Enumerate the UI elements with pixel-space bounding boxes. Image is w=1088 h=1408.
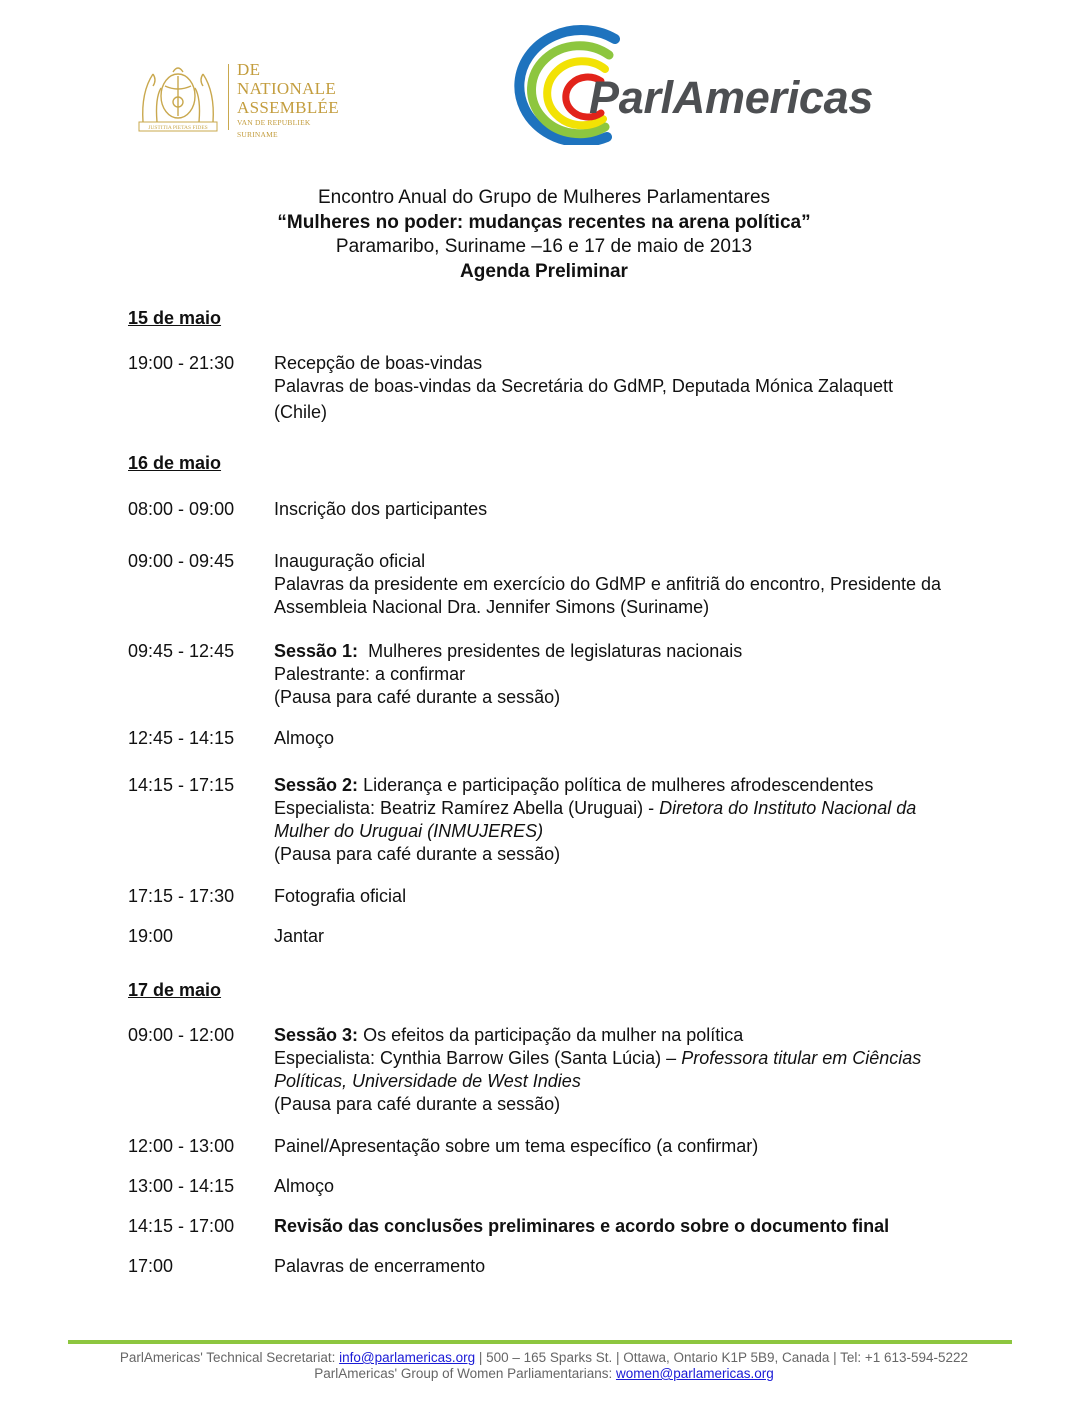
agenda-description: Painel/Apresentação sobre um tema específico (a confirmar) <box>274 1136 759 1156</box>
day-heading: 15 de maio <box>128 308 222 328</box>
national-assembly-logo <box>135 60 350 140</box>
agenda-description: Inauguração oficial Palavras da presidente em exercício do GdMP e anfitriã do encontro, Presidente da Assembleia Nacional Dra. Jennifer Simons (Suriname) <box>274 551 942 617</box>
national-assembly-wordmark: DE NATIONALE ASSEMBLÉE VAN DE REPUBLIEK SURINAME <box>237 60 339 139</box>
agenda-time: 19:00 <box>128 926 174 946</box>
day-heading: 16 de maio <box>128 453 222 473</box>
day-heading: 17 de maio <box>128 980 222 1000</box>
agenda-description: Jantar <box>274 926 325 946</box>
agenda-heading: Agenda Preliminar <box>460 260 628 282</box>
agenda-time: 13:00 - 14:15 <box>128 1176 235 1196</box>
agenda-description: Sessão 2: Liderança e participação política de mulheres afrodescendentes Especialista: Beatriz Ramírez Abella (Uruguai) - Diretora do Instituto Nacional da Mulher do Uruguai (INMUJERES) (Pausa para café durante a sessão) <box>274 775 917 864</box>
agenda-description: Recepção de boas-vindas Palavras de boas-vindas da Secretária do GdMP, Deputada Mónica Zalaquett (Chile) <box>274 353 894 422</box>
session-label: Sessão 3: <box>274 1025 359 1045</box>
event-theme: “Mulheres no poder: mudanças recentes na arena política” <box>277 211 811 233</box>
seal-motto: JUSTITIA PIETAS FIDES <box>148 125 208 131</box>
logo-divider <box>228 64 229 130</box>
agenda-time: 08:00 - 09:00 <box>128 499 235 519</box>
suriname-coat-of-arms-icon <box>135 62 221 134</box>
agenda-description: Revisão das conclusões preliminares e acordo sobre o documento final <box>274 1216 890 1236</box>
agenda-time: 14:15 - 17:00 <box>128 1216 235 1236</box>
session-label: Sessão 2: <box>274 775 359 795</box>
agenda-description: Almoço <box>274 1176 335 1196</box>
footer <box>0 1350 1088 1382</box>
agenda-time: 09:45 - 12:45 <box>128 641 235 661</box>
agenda-description: Sessão 3: Os efeitos da participação da mulher na política Especialista: Cynthia Barrow Giles (Santa Lúcia) – Professora titular em Ciências Políticas, Universidade de West Indies (Pausa para café durante a sessão) <box>274 1025 922 1114</box>
event-location-date: Paramaribo, Suriname –16 e 17 de maio de 2013 <box>335 236 753 257</box>
session-label: Sessão 1: <box>274 641 359 661</box>
agenda-description: Sessão 1: Mulheres presidentes de legislaturas nacionais Palestrante: a confirmar (Pausa para café durante a sessão) <box>274 641 743 707</box>
women-email-link[interactable]: women@parlamericas.org <box>615 1366 774 1381</box>
agenda-description: Fotografia oficial <box>274 886 407 906</box>
agenda-time: 12:00 - 13:00 <box>128 1136 235 1156</box>
agenda-time: 09:00 - 09:45 <box>128 551 235 571</box>
footer-line-secretariat: ParlAmericas' Technical Secretariat: info@parlamericas.org | 500 – 165 Sparks St. | Ottawa, Ontario K1P 5B9, Canada | Tel: +1 613-594-5222 <box>119 1350 969 1365</box>
document-title <box>0 186 1088 284</box>
info-email-link[interactable]: info@parlamericas.org <box>339 1350 476 1365</box>
footer-divider <box>68 1340 1012 1344</box>
agenda-time: 17:00 <box>128 1256 174 1276</box>
agenda-description: Palavras de encerramento <box>274 1256 486 1276</box>
agenda-description: Almoço <box>274 728 335 748</box>
parlamericas-wordmark: ParlAmericas <box>589 72 874 123</box>
footer-line-women-group: ParlAmericas' Group of Women Parliamentarians: women@parlamericas.org <box>314 1366 774 1381</box>
agenda-time: 14:15 - 17:15 <box>128 775 235 795</box>
agenda-time: 12:45 - 14:15 <box>128 728 235 748</box>
agenda-description: Inscrição dos participantes <box>274 499 488 519</box>
parlamericas-logo <box>497 25 967 145</box>
agenda-time: 19:00 - 21:30 <box>128 353 235 373</box>
agenda-time: 17:15 - 17:30 <box>128 886 235 906</box>
agenda-time: 09:00 - 12:00 <box>128 1025 235 1045</box>
event-name: Encontro Anual do Grupo de Mulheres Parlamentares <box>317 187 771 208</box>
